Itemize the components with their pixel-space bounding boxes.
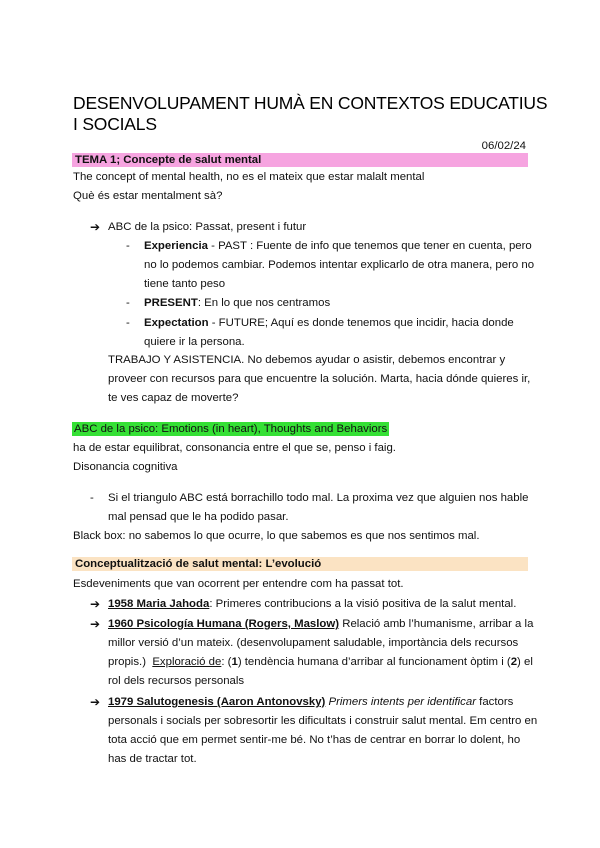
text: - FUTURE; Aquí es donde tenemos que incidir, hacia donde	[208, 317, 514, 329]
doc-title-line2: I SOCIALS	[73, 114, 157, 134]
list-item: ABC de la psico: Passat, present i futur	[108, 221, 307, 233]
dash-bullet: -	[126, 297, 130, 309]
list-item-cont	[108, 656, 533, 668]
text: ) el	[517, 656, 533, 668]
term: Expectation	[144, 317, 209, 329]
list-item-cont: tiene tanto peso	[144, 278, 226, 290]
paragraph: proveer con recursos para que encuentre la solución. Marta, hacia dónde quieres ir,	[108, 373, 531, 385]
timeline-item-1958	[108, 598, 516, 610]
conceptualitzacio-heading: Conceptualització de salut mental: L’evolució	[72, 557, 528, 571]
list-item-cont: millor versió d’un mateix. (desenvolupament saludable, importància dels recursos	[108, 637, 519, 649]
text: ) tendència humana d’arribar al funcionament òptim i (	[237, 656, 511, 668]
list-item: Si el triangulo ABC está borrachillo todo mal. La proxima vez que alguien nos hable	[108, 492, 529, 504]
text: propis.)	[108, 656, 153, 668]
arrow-right-icon: ➔	[90, 695, 101, 709]
list-item	[144, 317, 514, 329]
paragraph: Què és estar mentalment sà?	[73, 190, 223, 202]
list-item-cont: no lo podemos cambiar. Podemos intentar explicarlo de otra manera, pero no	[144, 259, 535, 271]
tema1-heading: TEMA 1; Concepte de salut mental	[72, 153, 528, 167]
text: : En lo que nos centramos	[197, 297, 331, 309]
paragraph: TRABAJO Y ASISTENCIA. No debemos ayudar o asistir, debemos encontrar y	[108, 354, 506, 366]
paragraph: Black box: no sabemos lo que ocurre, lo que sabemos es que nos sentimos mal.	[73, 530, 480, 542]
list-item-cont: tota acció que em permet sentir-me bé. No t’has de centrar en borrar lo dolent, ho	[108, 734, 521, 746]
list-item-cont: quiere ir la persona.	[144, 336, 245, 348]
list-item	[144, 297, 330, 309]
term: Experiencia	[144, 240, 208, 252]
arrow-right-icon: ➔	[90, 597, 101, 611]
number: 2	[510, 656, 518, 668]
term: PRESENT	[144, 297, 198, 309]
doc-date: 06/02/24	[481, 140, 526, 152]
term: 1958 Maria Jahoda	[108, 598, 210, 610]
paragraph: The concept of mental health, no es el mateix que estar malalt mental	[73, 171, 425, 183]
timeline-item-1979	[108, 696, 513, 708]
abc-emotions-heading: ABC de la psico: Emotions (in heart), Thoughts and Behaviors	[74, 423, 388, 435]
dash-bullet: -	[90, 492, 94, 504]
dash-bullet: -	[126, 240, 130, 252]
arrow-right-icon: ➔	[90, 220, 101, 234]
term: Exploració de	[152, 656, 222, 668]
paragraph: ha de estar equilibrat, consonancia entre el que se, penso i faig.	[73, 442, 396, 454]
arrow-right-icon: ➔	[90, 617, 101, 631]
dash-bullet: -	[126, 317, 130, 329]
paragraph: te ves capaz de moverte?	[108, 392, 239, 404]
list-item	[144, 240, 532, 252]
timeline-item-1960	[108, 618, 533, 630]
number: 1	[231, 656, 238, 668]
text: - PAST : Fuente de info que tenemos que tener en cuenta, pero	[207, 240, 532, 252]
list-item-cont: personals i socials per sobresortir les dificultats i construir salut mental. Em centro en	[108, 715, 538, 727]
list-item-cont: mal pensad que le ha podido pasar.	[108, 511, 289, 523]
paragraph: Disonancia cognitiva	[73, 461, 178, 473]
text: Relació amb l’humanisme, arribar a la	[339, 618, 534, 630]
text: Primers intents per identificar	[325, 696, 476, 708]
text: : Primeres contribucions a la visió positiva de la salut mental.	[209, 598, 517, 610]
list-item-cont: has de tractar tot.	[108, 753, 197, 765]
doc-title-line1: DESENVOLUPAMENT HUMÀ EN CONTEXTOS EDUCATIUS	[73, 93, 548, 113]
term: 1960 Psicología Humana (Rogers, Maslow)	[108, 618, 340, 630]
term: 1979 Salutogenesis (Aaron Antonovsky)	[108, 696, 326, 708]
text: factors	[476, 696, 514, 708]
paragraph: Esdeveniments que van ocorrent per entendre com ha passat tot.	[73, 578, 404, 590]
text: : (	[221, 656, 232, 668]
list-item-cont: rol dels recursos personals	[108, 675, 245, 687]
